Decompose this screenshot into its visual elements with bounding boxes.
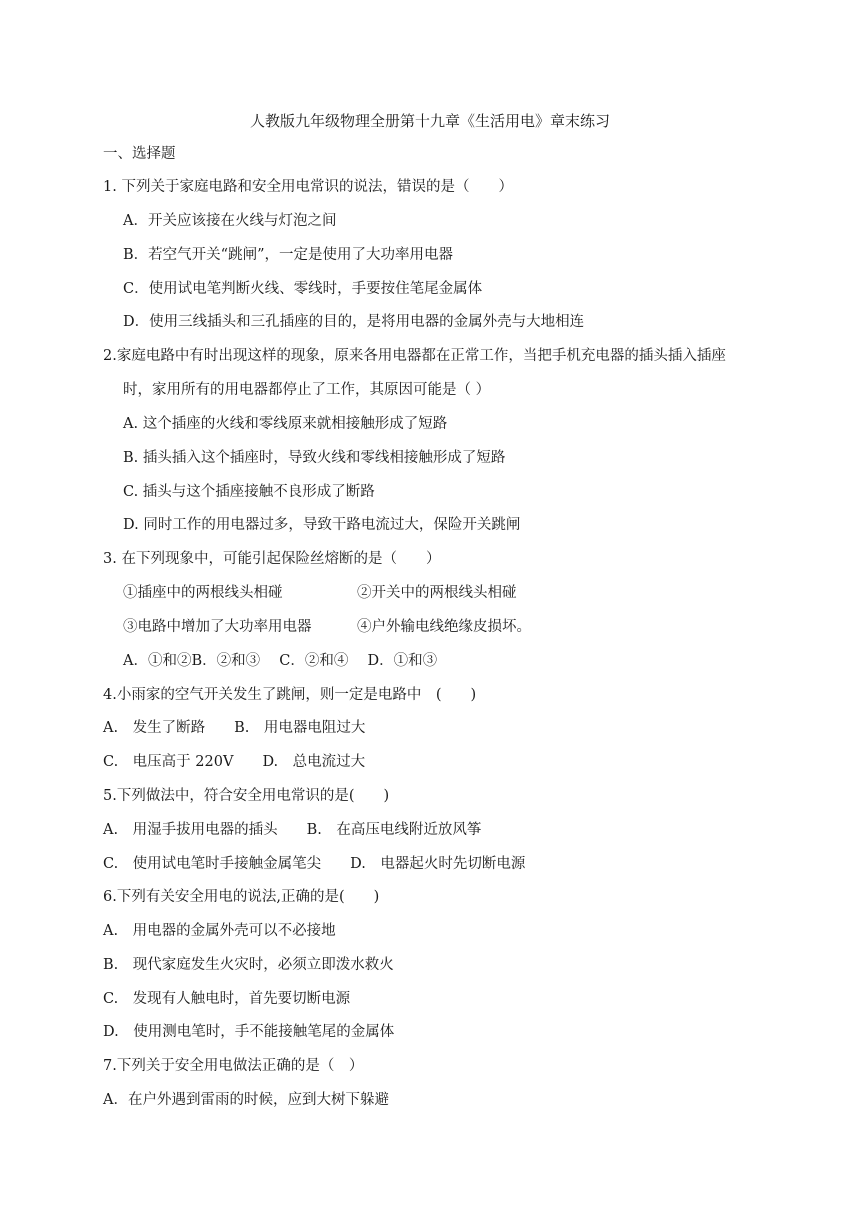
question-7-stem: 7.下列关于安全用电做法正确的是（ ） bbox=[103, 1058, 364, 1074]
question-3-stem: 3. 在下列现象中，可能引起保险丝熔断的是（ ） bbox=[103, 551, 441, 567]
document-title: 人教版九年级物理全册第十九章《生活用电》章末练习 bbox=[249, 112, 610, 130]
question-6-option-c: C. 发现有人触电时，首先要切断电源 bbox=[103, 991, 351, 1007]
question-3-item-3: ③电路中增加了大功率用电器 bbox=[123, 619, 312, 635]
question-5-options-cd: C. 使用试电笔时手接触金属笔尖 D. 电器起火时先切断电源 bbox=[103, 856, 526, 872]
question-6-stem: 6.下列有关安全用电的说法,正确的是( ) bbox=[103, 889, 380, 905]
question-4-stem: 4.小雨家的空气开关发生了跳闸，则一定是电路中 ( ) bbox=[103, 687, 477, 703]
question-1-option-a: A．开关应该接在火线与灯泡之间 bbox=[123, 213, 337, 229]
question-6-option-a: A. 用电器的金属外壳可以不必接地 bbox=[103, 923, 336, 939]
question-1-option-b: B．若空气开关“跳闸”，一定是使用了大功率用电器 bbox=[123, 247, 453, 263]
section-heading: 一、选择题 bbox=[103, 146, 176, 162]
question-3-item-4: ④户外输电线绝缘皮损坏。 bbox=[357, 619, 531, 635]
question-2-stem-line2: 时，家用所有的用电器都停止了工作，其原因可能是（ ） bbox=[123, 382, 491, 398]
question-7-option-a: A．在户外遇到雷雨的时候，应到大树下躲避 bbox=[103, 1092, 389, 1108]
question-5-stem: 5.下列做法中，符合安全用电常识的是( ) bbox=[103, 788, 390, 804]
question-1-option-d: D．使用三线插头和三孔插座的目的，是将用电器的金属外壳与大地相连 bbox=[123, 314, 585, 330]
question-3-item-2: ②开关中的两根线头相碰 bbox=[357, 585, 517, 601]
question-2-option-d: D. 同时工作的用电器过多，导致干路电流过大，保险开关跳闸 bbox=[123, 517, 521, 533]
question-6-option-b: B. 现代家庭发生火灾时，必须立即泼水救火 bbox=[103, 957, 394, 973]
question-6-option-d: D. 使用测电笔时，手不能接触笔尾的金属体 bbox=[103, 1024, 395, 1040]
question-1-stem: 1. 下列关于家庭电路和安全用电常识的说法，错误的是（ ） bbox=[103, 179, 513, 195]
question-2-option-a: A. 这个插座的火线和零线原来就相接触形成了短路 bbox=[123, 416, 448, 432]
question-4-options-cd: C. 电压高于 220V D. 总电流过大 bbox=[103, 754, 366, 770]
question-3-options: A．①和②B．②和③ C．②和④ D．①和③ bbox=[123, 653, 438, 669]
question-4-options-ab: A. 发生了断路 B. 用电器电阻过大 bbox=[103, 720, 366, 736]
question-5-options-ab: A. 用湿手拔用电器的插头 B. 在高压电线附近放风筝 bbox=[103, 822, 482, 838]
question-3-item-1: ①插座中的两根线头相碰 bbox=[123, 585, 283, 601]
question-2-option-c: C. 插头与这个插座接触不良形成了断路 bbox=[123, 484, 375, 500]
question-1-option-c: C．使用试电笔判断火线、零线时，手要按住笔尾金属体 bbox=[123, 281, 483, 297]
question-2-stem-line1: 2.家庭电路中有时出现这样的现象，原来各用电器都在正常工作，当把手机充电器的插头插入插座 bbox=[103, 348, 726, 364]
question-2-option-b: B. 插头插入这个插座时，导致火线和零线相接触形成了短路 bbox=[123, 450, 506, 466]
